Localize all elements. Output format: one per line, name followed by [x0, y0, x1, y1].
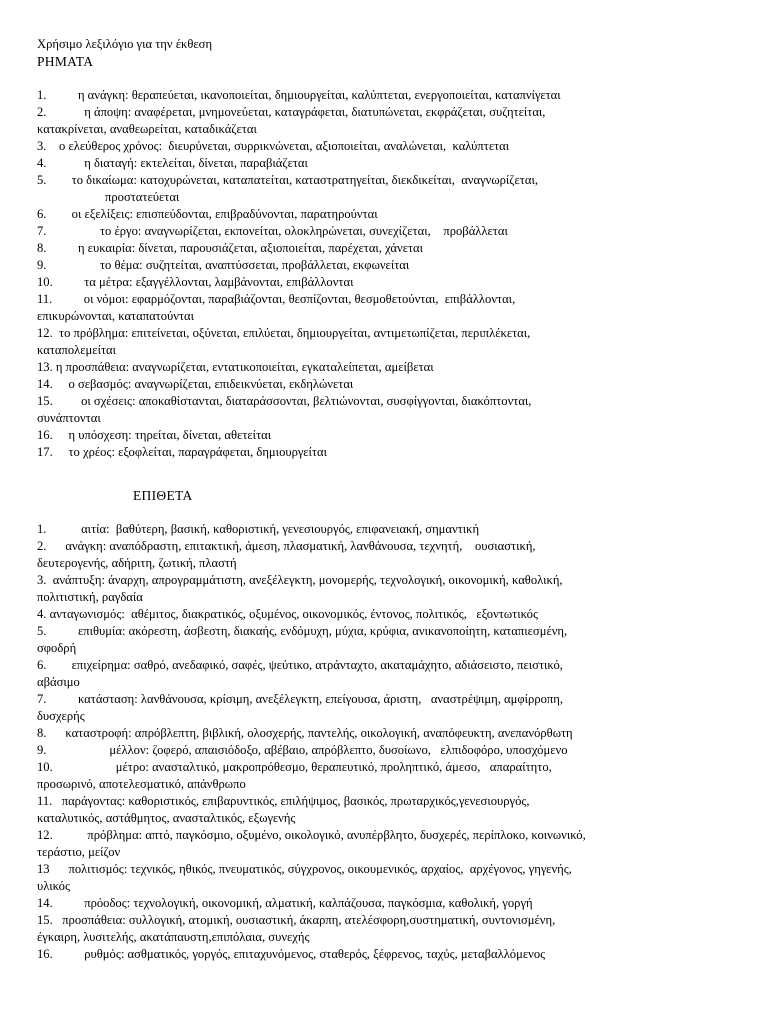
- entry-continuation: συνάπτονται: [37, 411, 101, 425]
- entry-term: κατάσταση:: [46, 692, 141, 706]
- entry-term: η υπόσχεση:: [52, 428, 135, 442]
- entry-words: αναπόδραστη, επιτακτική, άμεση, πλασματική, λανθάνουσα, τεχνητή, ουσιαστική,: [109, 539, 536, 553]
- entry-term: μέλλον:: [46, 743, 153, 757]
- entry-term: η διαταγή:: [46, 156, 141, 170]
- entry-words: επισπεύδονται, επιβραδύνονται, παρατηρούνται: [136, 207, 378, 221]
- entry-continuation: δυσχερής: [37, 709, 85, 723]
- adjectives-entry: [37, 861, 748, 895]
- entry-term: η ευκαιρία:: [46, 241, 139, 255]
- entry-number: 10.: [37, 275, 53, 289]
- entry-words: αναγνωρίζεται, εκπονείται, ολοκληρώνεται, συνεχίζεται, προβάλλεται: [144, 224, 508, 238]
- entry-term: ανταγωνισμός:: [46, 607, 128, 621]
- entry-number: 16.: [37, 947, 53, 961]
- entry-number: 2.: [37, 105, 47, 119]
- verbs-entry: [37, 104, 748, 138]
- verbs-entry: [37, 444, 748, 461]
- entry-continuation: σφοδρή: [37, 641, 77, 655]
- entry-term: πρόοδος:: [52, 896, 134, 910]
- entry-words: αποκαθίστανται, διαταράσσονται, βελτιώνονται, συσφίγγονται, διακόπτονται,: [138, 394, 532, 408]
- verbs-entry: [37, 223, 748, 240]
- adjectives-entry: [37, 895, 748, 912]
- adjectives-heading: ΕΠΙΘΕΤΑ: [133, 488, 193, 503]
- entry-words: ασθματικός, γοργός, επιταχυνόμενος, σταθερός, ξέφρενος, ταχύς, μεταβαλλόμενος: [127, 947, 546, 961]
- verbs-entry: [37, 172, 748, 206]
- entry-words: ζοφερό, απαισιόδοξο, αβέβαιο, απρόβλεπτο, δυσοίωνο, ελπιδοφόρο, υποσχόμενο: [152, 743, 568, 757]
- entry-continuation: έγκαιρη, λυσιτελής, ακατάπαυστη,επιπόλαια, συνεχής: [37, 930, 310, 944]
- verbs-entry: [37, 87, 748, 104]
- entry-words: εφαρμόζονται, παραβιάζονται, θεσπίζονται, θεσμοθετούνται, επιβάλλονται,: [131, 292, 516, 306]
- entry-number: 16.: [37, 428, 53, 442]
- verbs-entry: [37, 359, 748, 376]
- adjectives-entry: [37, 725, 748, 742]
- entry-number: 3.: [37, 573, 47, 587]
- verbs-entry: [37, 393, 748, 427]
- entry-words: τεχνικός, ηθικός, πνευματικός, σύγχρονος, οικουμενικός, αρχαίος, αρχέγονος, γηγενής,: [130, 862, 572, 876]
- entry-words: ακόρεστη, άσβεστη, διακαής, ενδόμυχη, μύχια, κρύφια, ανικανοποίητη, καταπιεσμένη,: [128, 624, 568, 638]
- entry-number: 2.: [37, 539, 47, 553]
- entry-words: τεχνολογική, οικονομική, αλματική, καλπάζουσα, παγκόσμια, καθολική, γοργή: [133, 896, 533, 910]
- entry-words: θεραπεύεται, ικανοποιείται, δημιουργείται, καλύπτεται, ενεργοποιείται, καταπνίγεται: [131, 88, 561, 102]
- adjectives-entry: [37, 606, 748, 623]
- spacer: [37, 504, 748, 521]
- entry-words: συζητείται, αναπτύσσεται, προβάλλεται, εκφωνείται: [145, 258, 410, 272]
- entry-number: 7.: [37, 692, 47, 706]
- entry-continuation: καταλυτικός, αστάθμητος, ανασταλτικός, εξωγενής: [37, 811, 296, 825]
- entry-words: αναφέρεται, μνημονεύεται, καταγράφεται, διατυπώνεται, εκφράζεται, συζητείται,: [134, 105, 546, 119]
- entry-number: 13: [37, 862, 50, 876]
- entry-continuation: καταπολεμείται: [37, 343, 117, 357]
- entry-number: 8.: [37, 241, 47, 255]
- entry-continuation: αβάσιμο: [37, 675, 80, 689]
- entry-term: τα μέτρα:: [52, 275, 136, 289]
- entry-continuation: πολιτιστική, ραγδαία: [37, 590, 143, 604]
- entry-words: συλλογική, ατομική, ουσιαστική, άκαρπη, ατελέσφορη,συστηματική, συντονισμένη,: [128, 913, 556, 927]
- entry-number: 14.: [37, 377, 53, 391]
- verbs-heading: ΡΗΜΑΤΑ: [37, 54, 94, 69]
- adjectives-entry: [37, 759, 748, 793]
- adjectives-list: [37, 521, 748, 963]
- entry-number: 12.: [37, 828, 53, 842]
- entry-continuation: κατακρίνεται, αναθεωρείται, καταδικάζεται: [37, 122, 257, 136]
- verbs-entry: [37, 291, 748, 325]
- entry-term: επιθυμία:: [46, 624, 129, 638]
- entry-number: 11.: [37, 292, 53, 306]
- adjectives-entry: [37, 946, 748, 963]
- entry-term: το έργο:: [46, 224, 145, 238]
- entry-number: 4.: [37, 607, 47, 621]
- entry-words: απτό, παγκόσμιο, οξυμένο, οικολογικό, ανυπέρβλητο, δυσχερές, περίπλοκο, κοινωνικό,: [145, 828, 586, 842]
- entry-term: μέτρο:: [52, 760, 153, 774]
- entry-words: άναρχη, απρογραμμάτιστη, ανεξέλεγκτη, μονομερής, τεχνολογική, οικονομική, καθολική,: [108, 573, 563, 587]
- entry-number: 12.: [37, 326, 53, 340]
- entry-continuation: προσωρινό, αποτελεσματικό, απάνθρωπο: [37, 777, 246, 791]
- adjectives-entry: [37, 691, 748, 725]
- entry-continuation: προστατεύεται: [105, 190, 180, 204]
- entry-words: απρόβλεπτη, βιβλική, ολοσχερής, παντελής, οικολογική, αναπόφευκτη, ανεπανόρθωτη: [134, 726, 573, 740]
- verbs-entry: [37, 240, 748, 257]
- entry-continuation: υλικός: [37, 879, 70, 893]
- verbs-entry: [37, 427, 748, 444]
- entry-number: 6.: [37, 207, 47, 221]
- entry-words: αθέμιτος, διακρατικός, οξυμένος, οικονομικός, έντονος, πολιτικός, εξοντωτικός: [127, 607, 538, 621]
- adjectives-entry: [37, 827, 748, 861]
- entry-words: αναγνωρίζεται, επιδεικνύεται, εκδηλώνεται: [134, 377, 354, 391]
- entry-words: εξαγγέλλονται, λαμβάνονται, επιβάλλονται: [135, 275, 354, 289]
- verbs-entry: [37, 376, 748, 393]
- entry-number: 13.: [37, 360, 53, 374]
- entry-term: οι εξελίξεις:: [46, 207, 137, 221]
- entry-number: 10.: [37, 760, 53, 774]
- entry-number: 1.: [37, 522, 47, 536]
- entry-number: 9.: [37, 743, 47, 757]
- entry-number: 7.: [37, 224, 47, 238]
- entry-term: επιχείρημα:: [46, 658, 134, 672]
- adjectives-entry: [37, 742, 748, 759]
- entry-words: αναγνωρίζεται, εντατικοποιείται, εγκαταλείπεται, αμείβεται: [132, 360, 434, 374]
- verbs-entry: [37, 274, 748, 291]
- entry-term: προσπάθεια:: [52, 913, 129, 927]
- entry-words: εξοφλείται, παραγράφεται, δημιουργείται: [118, 445, 327, 459]
- entry-words: βαθύτερη, βασική, καθοριστική, γενεσιουργός, επιφανειακή, σημαντική: [115, 522, 480, 536]
- entry-words: δίνεται, παρουσιάζεται, αξιοποιείται, παρέχεται, χάνεται: [138, 241, 424, 255]
- entry-words: διευρύνεται, συρρικνώνεται, αξιοποιείται, αναλώνεται, καλύπτεται: [165, 139, 510, 153]
- entry-number: 6.: [37, 658, 47, 672]
- entry-term: οι σχέσεις:: [52, 394, 139, 408]
- entry-words: καθοριστικός, επιβαρυντικός, επιλήψιμος, βασικός, πρωταρχικός,γενεσιουργός,: [128, 794, 530, 808]
- entry-number: 15.: [37, 913, 53, 927]
- entry-term: ο ελεύθερος χρόνος:: [46, 139, 166, 153]
- entry-number: 8.: [37, 726, 47, 740]
- entry-term: η ανάγκη:: [46, 88, 132, 102]
- adjectives-entry: [37, 521, 748, 538]
- entry-term: ανάπτυξη:: [46, 573, 109, 587]
- adjectives-entry: [37, 572, 748, 606]
- entry-words: λανθάνουσα, κρίσιμη, ανεξέλεγκτη, επείγουσα, άριστη, αναστρέψιμη, αμφίρροπη,: [140, 692, 563, 706]
- entry-number: 1.: [37, 88, 47, 102]
- entry-term: ανάγκη:: [46, 539, 110, 553]
- entry-term: το χρέος:: [52, 445, 119, 459]
- adjectives-entry: [37, 538, 748, 572]
- entry-continuation: επικυρώνονται, καταπατούνται: [37, 309, 195, 323]
- entry-term: η άποψη:: [46, 105, 135, 119]
- document-title: Χρήσιμο λεξιλόγιο για την έκθεση: [37, 37, 213, 51]
- entry-words: τηρείται, δίνεται, αθετείται: [134, 428, 272, 442]
- entry-number: 5.: [37, 173, 47, 187]
- adjectives-entry: [37, 623, 748, 657]
- entry-term: πρόβλημα:: [52, 828, 146, 842]
- entry-number: 9.: [37, 258, 47, 272]
- verbs-entry: [37, 155, 748, 172]
- entry-continuation: τεράστιο, μείζον: [37, 845, 121, 859]
- entry-number: 17.: [37, 445, 53, 459]
- entry-number: 3.: [37, 139, 47, 153]
- entry-number: 11.: [37, 794, 53, 808]
- spacer: [37, 461, 748, 487]
- adjectives-entry: [37, 912, 748, 946]
- entry-continuation: δευτερογενής, αδήριτη, ζωτική, πλαστή: [37, 556, 237, 570]
- entry-words: εκτελείται, δίνεται, παραβιάζεται: [140, 156, 308, 170]
- entry-term: αιτία:: [46, 522, 116, 536]
- spacer: [37, 70, 748, 87]
- entry-term: η προσπάθεια:: [52, 360, 133, 374]
- entry-term: το πρόβλημα:: [52, 326, 132, 340]
- entry-term: το θέμα:: [46, 258, 146, 272]
- entry-term: παράγοντας:: [52, 794, 129, 808]
- verbs-entry: [37, 325, 748, 359]
- verbs-list: [37, 87, 748, 461]
- verbs-entry: [37, 138, 748, 155]
- entry-term: οι νόμοι:: [52, 292, 132, 306]
- entry-term: καταστροφή:: [46, 726, 135, 740]
- adjectives-entry: [37, 657, 748, 691]
- verbs-entry: [37, 206, 748, 223]
- entry-words: κατοχυρώνεται, καταπατείται, καταστρατηγείται, διεκδικείται, αναγνωρίζεται,: [139, 173, 539, 187]
- entry-words: επιτείνεται, οξύνεται, επιλύεται, δημιουργείται, αντιμετωπίζεται, περιπλέκεται,: [131, 326, 531, 340]
- entry-number: 5.: [37, 624, 47, 638]
- entry-words: σαθρό, ανεδαφικό, σαφές, ψεύτικο, ατράνταχτο, ακαταμάχητο, αδιάσειστο, πειστικό,: [133, 658, 563, 672]
- entry-term: πολιτισμός:: [49, 862, 131, 876]
- entry-number: 4.: [37, 156, 47, 170]
- entry-term: το δικαίωμα:: [46, 173, 140, 187]
- entry-number: 14.: [37, 896, 53, 910]
- entry-term: ρυθμός:: [52, 947, 128, 961]
- verbs-entry: [37, 257, 748, 274]
- entry-number: 15.: [37, 394, 53, 408]
- entry-words: ανασταλτικό, μακροπρόθεσμο, θεραπευτικό, προληπτικό, άμεσο, απαραίτητο,: [152, 760, 552, 774]
- entry-term: ο σεβασμός:: [52, 377, 135, 391]
- adjectives-entry: [37, 793, 748, 827]
